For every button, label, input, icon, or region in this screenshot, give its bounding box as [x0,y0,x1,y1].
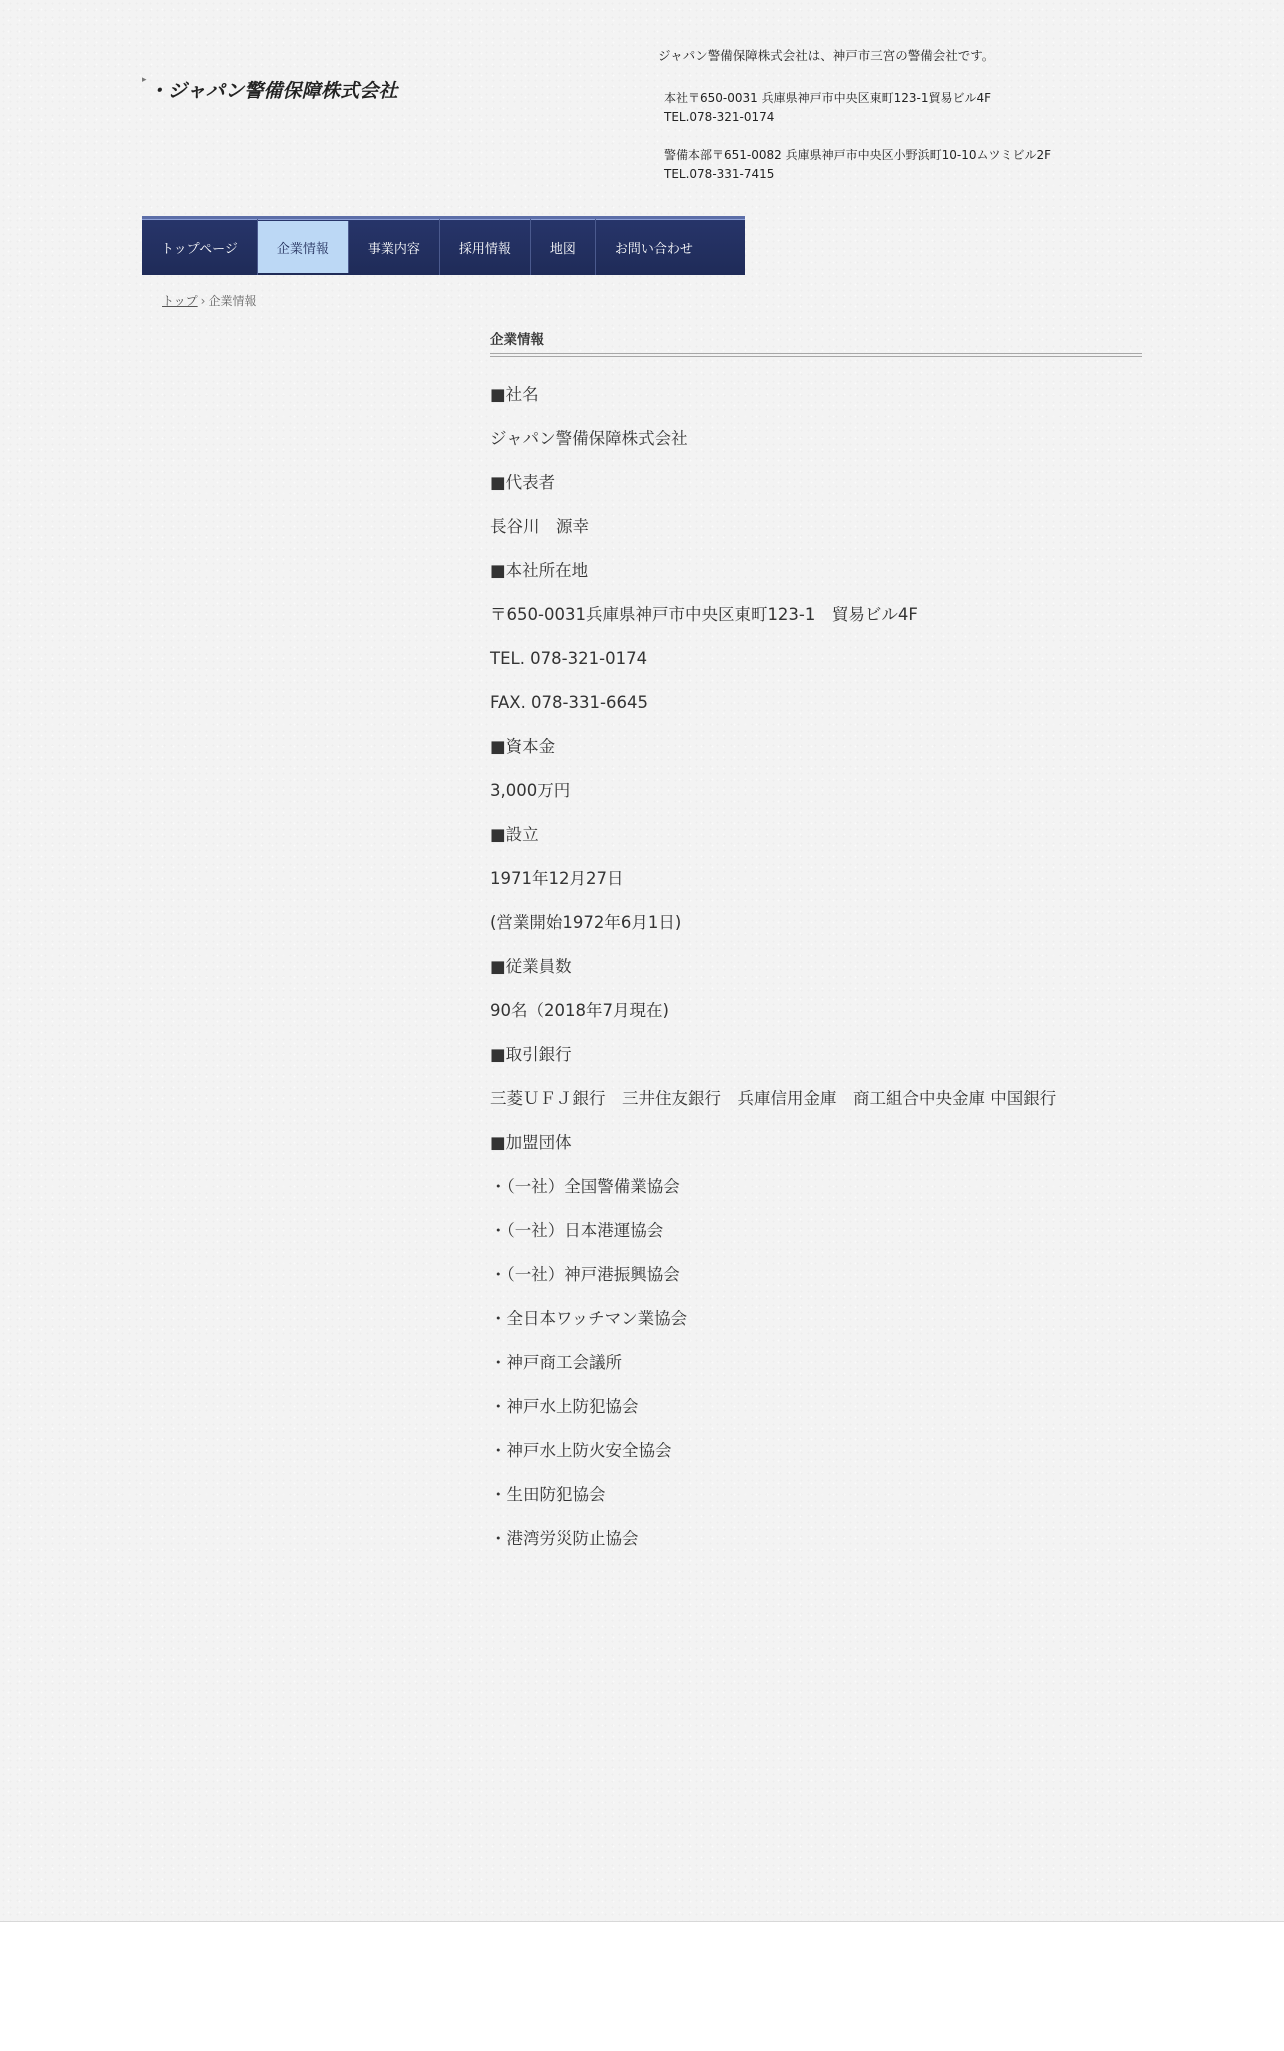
info-line: ジャパン警備保障株式会社 [490,429,688,448]
info-line: FAX. 078-331-6645 [490,693,648,712]
company-info-body [490,373,1142,1561]
head-office-address: 本社〒650-0031 兵庫県神戸市中央区東町123-1貿易ビル4F [664,91,991,105]
logo-text: ・ジャパン警備保障株式会社 [148,80,398,102]
broken-image-icon: ▸ [142,75,147,85]
section-heading: ■資本金 [490,737,556,756]
section-heading: ■代表者 [490,473,556,492]
section-heading: ■本社所在地 [490,561,589,580]
breadcrumb-home-link[interactable]: トップ [162,294,198,308]
info-line: ・神戸水上防犯協会 [490,1397,639,1416]
main-content [490,328,1142,1561]
security-hq-info [664,146,1051,184]
nav-item-business[interactable]: 事業内容 [349,219,440,275]
page-title: 企業情報 [490,328,1142,357]
section-heading: ■設立 [490,825,539,844]
info-line: 三菱ＵＦＪ銀行 三井住友銀行 兵庫信用金庫 商工組合中央金庫 中国銀行 [490,1089,1057,1108]
section-heading: ■取引銀行 [490,1045,572,1064]
nav-item-recruit[interactable]: 採用情報 [440,219,531,275]
section-heading: ■従業員数 [490,957,572,976]
info-line: ・生田防犯協会 [490,1485,606,1504]
nav-item-top[interactable]: トップページ [142,219,258,275]
nav-item-contact[interactable]: お問い合わせ [614,241,693,257]
info-line: ・（一社）全国警備業協会 [490,1177,680,1196]
nav-item-map[interactable]: 地図 [531,219,596,275]
info-line: ・港湾労災防止協会 [490,1529,639,1548]
info-line: 3,000万円 [490,781,571,800]
info-line: 90名（2018年7月現在) [490,1001,669,1020]
breadcrumb-separator: › [200,294,206,308]
head-office-info [664,89,991,127]
info-line: ・神戸水上防火安全協会 [490,1441,672,1460]
info-line: TEL. 078-321-0174 [490,649,648,668]
nav-item-company-info[interactable]: 企業情報 [258,221,349,273]
section-heading: ■加盟団体 [490,1133,572,1152]
info-line: 〒650-0031兵庫県神戸市中央区東町123-1 貿易ビル4F [490,605,918,624]
section-heading: ■社名 [490,385,539,404]
info-line: ・（一社）日本港運協会 [490,1221,664,1240]
global-nav [142,216,745,275]
info-line: ・（一社）神戸港振興協会 [490,1265,680,1284]
info-line: ・神戸商工会議所 [490,1353,622,1372]
head-office-tel: TEL.078-321-0174 [664,110,775,124]
security-hq-tel: TEL.078-331-7415 [664,167,775,181]
info-line: 1971年12月27日 [490,869,624,888]
info-line: 長谷川 源幸 [490,517,589,536]
info-line: (営業開始1972年6月1日) [490,913,682,932]
info-line: ・全日本ワッチマン業協会 [490,1309,688,1328]
site-logo[interactable] [142,76,398,106]
site-tagline: ジャパン警備保障株式会社は、神戸市三宮の警備会社です。 [658,48,995,63]
breadcrumb-current: 企業情報 [208,294,257,308]
breadcrumb [162,292,256,309]
security-hq-address: 警備本部〒651-0082 兵庫県神戸市中央区小野浜町10-10ムツミビル2F [664,148,1051,162]
